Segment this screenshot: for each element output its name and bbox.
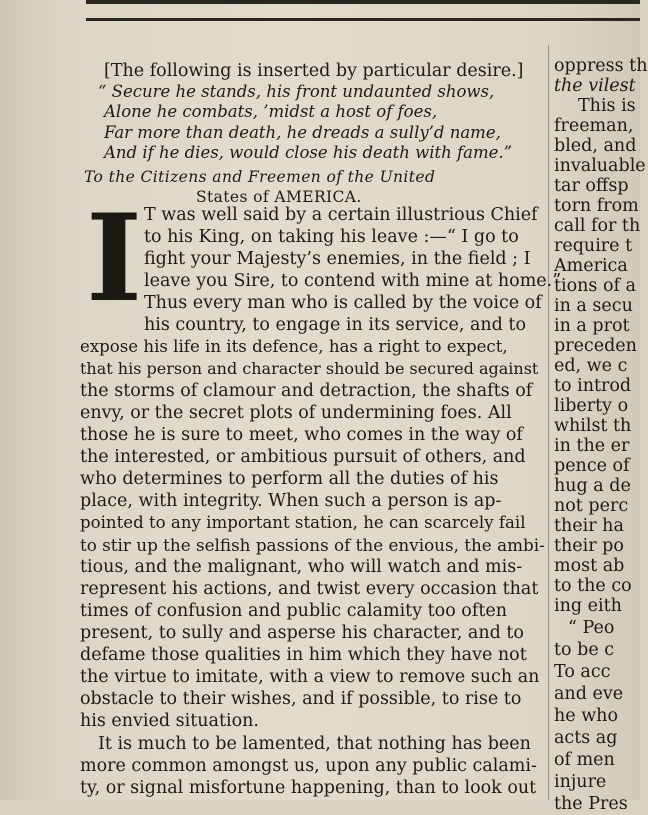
poem-line: And if he dies, would close his death with fame.” xyxy=(104,143,513,162)
drop-cap: I xyxy=(86,188,143,329)
body-line: the interested, or ambitious pursuit of others, and xyxy=(80,447,526,467)
right-column-line: tar offsp xyxy=(554,176,629,196)
body-line: times of confusion and public calamity too often xyxy=(80,601,507,621)
body-line: present, to sully and asperse his character, and to xyxy=(80,623,524,643)
right-column-line: in the er xyxy=(554,436,630,456)
body-line: It is much to be lamented, that nothing has been xyxy=(98,734,531,754)
right-column-line: most ab xyxy=(554,556,625,576)
body-line: to stir up the selfish passions of the envious, the ambi- xyxy=(80,535,545,555)
body-line: obstacle to their wishes, and if possible, to rise to xyxy=(80,689,522,709)
body-line: his envied situation. xyxy=(80,711,259,731)
right-column-line: oppress th xyxy=(554,56,648,76)
right-column-line: liberty o xyxy=(554,396,629,416)
body-line: leave you Sire, to contend with mine at home.” xyxy=(144,271,562,291)
right-column-line: acts ag xyxy=(554,728,618,748)
right-column-line: injure xyxy=(554,772,607,792)
right-column-line: the vilest xyxy=(554,76,636,96)
right-column-line: To acc xyxy=(554,662,611,682)
top-rule-double xyxy=(86,18,640,21)
body-line: that his person and character should be secured against xyxy=(80,359,539,378)
body-line: fight your Majesty’s enemies, in the field ; I xyxy=(144,249,531,269)
right-column-line: bled, and xyxy=(554,136,637,156)
top-rule xyxy=(86,0,640,4)
poem-line: Alone he combats, ’midst a host of foes, xyxy=(104,102,438,121)
body-line: defame those qualities in him which they have not xyxy=(80,645,527,665)
right-column-line: pence of xyxy=(554,456,630,476)
right-column-line: invaluable xyxy=(554,156,646,176)
right-column-line: he who xyxy=(554,706,618,726)
right-column-line: hug a de xyxy=(554,476,631,496)
right-column-line: America xyxy=(554,256,628,276)
body-line: expose his life in its defence, has a right to expect, xyxy=(80,337,508,356)
body-line: pointed to any important station, he can scarcely fail xyxy=(80,513,526,532)
body-line: T was well said by a certain illustrious Chief xyxy=(144,205,538,225)
column-divider xyxy=(548,45,549,800)
right-column-line: their ha xyxy=(554,516,624,536)
right-column-line: and eve xyxy=(554,684,624,704)
right-column-line: the Pres xyxy=(554,794,628,814)
right-column-line: whilst th xyxy=(554,416,632,436)
body-line: more common amongst us, upon any public calami- xyxy=(80,756,537,776)
body-line: to his King, on taking his leave :—“ I go to xyxy=(144,227,519,247)
body-line: his country, to engage in its service, and to xyxy=(144,315,527,335)
right-column-line: tions of a xyxy=(554,276,636,296)
body-line: represent his actions, and twist every occasion that xyxy=(80,579,539,599)
body-line: place, with integrity. When such a person is ap- xyxy=(80,491,502,511)
right-column-line: require t xyxy=(554,236,633,256)
right-column-line: ing eith xyxy=(554,596,622,616)
right-column-line: call for th xyxy=(554,216,641,236)
right-column-line: This is xyxy=(578,96,636,116)
right-column-line: of men xyxy=(554,750,615,770)
right-column-line: to introd xyxy=(554,376,632,396)
right-column-line: their po xyxy=(554,536,624,556)
right-column-line: torn from xyxy=(554,196,639,216)
body-line: ty, or signal misfortune happening, than to look out xyxy=(80,778,537,798)
right-column-line: not perc xyxy=(554,496,629,516)
body-line: the virtue to imitate, with a view to remove such an xyxy=(80,667,540,687)
right-column-line: in a prot xyxy=(554,316,630,336)
right-column-line: “ Peo xyxy=(568,618,615,638)
body-line: envy, or the secret plots of undermining foes. All xyxy=(80,403,512,423)
right-column-line: ed, we c xyxy=(554,356,628,376)
right-column-line: to be c xyxy=(554,640,615,660)
body-line: the storms of clamour and detraction, the shafts of xyxy=(80,381,533,401)
right-column-line: preceden xyxy=(554,336,637,356)
body-line: those he is sure to meet, who comes in the way of xyxy=(80,425,523,445)
right-column-line: freeman, xyxy=(554,116,634,136)
insertion-notice: [The following is inserted by particular desire.] xyxy=(104,61,524,81)
body-line: Thus every man who is called by the voice of xyxy=(144,293,542,313)
address-heading: To the Citizens and Freemen of the United xyxy=(84,168,436,186)
poem-line: Far more than death, he dreads a sully’d name, xyxy=(104,123,501,142)
poem-line: “ Secure he stands, his front undaunted shows, xyxy=(98,82,495,101)
right-column-line: to the co xyxy=(554,576,632,596)
body-line: tious, and the malignant, who will watch and mis- xyxy=(80,557,523,577)
right-column-line: in a secu xyxy=(554,296,633,316)
right-column xyxy=(554,55,648,814)
body-line: who determines to perform all the duties of his xyxy=(80,469,499,489)
address-heading-line2: States of AMERICA. xyxy=(196,188,362,206)
